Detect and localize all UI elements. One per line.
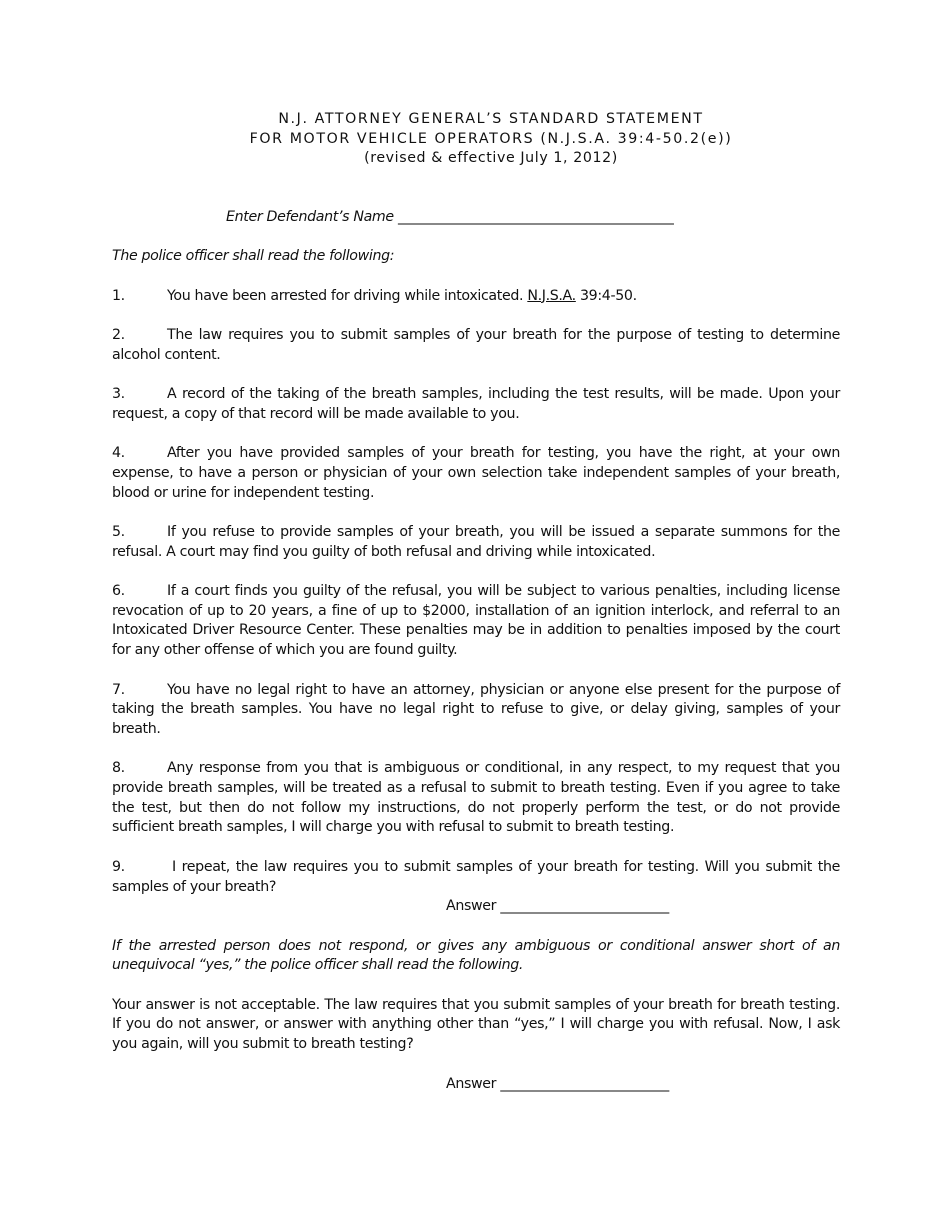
statement-item-6 <box>112 582 840 661</box>
defendant-name-field[interactable] <box>226 208 840 228</box>
item-text-suffix: 39:4-50. <box>575 287 637 304</box>
item-text: You have no legal right to have an attorney, physician or anyone else present for the purpose of taking the breath samples. You have no legal right to refuse to give, or delay giving, samples of your breath. <box>112 681 840 737</box>
header-revision-line: (revised & effective July 1, 2012) <box>364 150 618 167</box>
document-header <box>142 110 840 169</box>
item-text: The law requires you to submit samples of your breath for the purpose of testing to determine alcohol content. <box>112 326 840 363</box>
item-text: A record of the taking of the breath samples, including the test results, will be made. Upon your request, a copy of that record will be made available to you. <box>112 386 840 422</box>
statement-item-3 <box>112 385 840 424</box>
item-text: If a court finds you guilty of the refusal, you will be subject to various penalties, including license revocation of up to 20 years, a fine of up to $2000, installation of an ignition interlock, and referral to an Intoxicated Driver Resource Center. These penalties may be in addition to penalties imposed by the court for any other offense of which you are found guilty. <box>112 583 840 659</box>
item-number: 5. <box>112 523 125 540</box>
item-text: I repeat, the law requires you to submit samples of your breath for testing. Will you submit the samples of your breath? <box>112 858 840 895</box>
statement-item-1 <box>112 287 840 307</box>
statement-item-5 <box>112 523 840 562</box>
statement-item-8 <box>112 759 840 838</box>
followup-instruction: If the arrested person does not respond, or gives any ambiguous or conditional answer short of an unequivocal “yes,” the police officer shall read the following. <box>112 937 840 974</box>
final-statement: Your answer is not acceptable. The law requires that you submit samples of your breath for breath testing. If you do not answer, or answer with anything other than “yes,” I will charge you with refusal. Now, I ask you again, will you submit to breath testing? <box>112 996 840 1053</box>
item-number: 2. <box>112 326 125 343</box>
statement-item-9 <box>112 858 840 897</box>
statement-item-2 <box>112 326 840 365</box>
answer-field-1[interactable] <box>446 897 840 917</box>
item-text: After you have provided samples of your breath for testing, you have the right, at your own expense, to have a person or physician of your own selection take independent samples of your breath, blood or urine for independent testing. <box>112 445 840 501</box>
defendant-name-label: Enter Defendant’s Name <box>226 208 394 225</box>
answer-label: Answer <box>446 898 497 915</box>
answer-field-2[interactable] <box>446 1075 840 1095</box>
answer-blank[interactable]: _________________________ <box>500 898 669 915</box>
statement-item-7 <box>112 681 840 740</box>
item-number: 6. <box>112 583 125 600</box>
item-number: 4. <box>112 445 125 462</box>
statement-item-4 <box>112 444 840 503</box>
item-number: 3. <box>112 386 125 403</box>
answer-label: Answer <box>446 1075 497 1092</box>
header-title-line-1: N.J. ATTORNEY GENERAL’S STANDARD STATEMENT <box>278 111 704 127</box>
header-title-line-2: FOR MOTOR VEHICLE OPERATORS (N.J.S.A. 39:4-50.2(e)) <box>249 130 733 147</box>
defendant-name-blank[interactable]: ________________________________________ <box>397 208 674 225</box>
item-text: If you refuse to provide samples of your breath, you will be issued a separate summons for the refusal. A court may find you guilty of both refusal and driving while intoxicated. <box>112 523 840 560</box>
officer-instruction: The police officer shall read the following: <box>112 248 395 265</box>
item-text: Any response from you that is ambiguous or conditional, in any respect, to my request that you provide breath samples, will be treated as a refusal to submit to breath testing. Even if you agree to take the test, but then do not follow my instructions, do not properly perform the test, or do not provide sufficient breath samples, I will charge you with refusal to submit to breath testing. <box>112 760 840 836</box>
item-number: 1. <box>112 287 125 304</box>
item-number: 9. <box>112 858 125 875</box>
item-number: 7. <box>112 681 125 698</box>
answer-blank[interactable]: _________________________ <box>500 1075 669 1092</box>
statute-citation: N.J.S.A. <box>527 287 576 304</box>
item-number: 8. <box>112 760 125 777</box>
item-text: You have been arrested for driving while intoxicated. <box>167 287 528 304</box>
